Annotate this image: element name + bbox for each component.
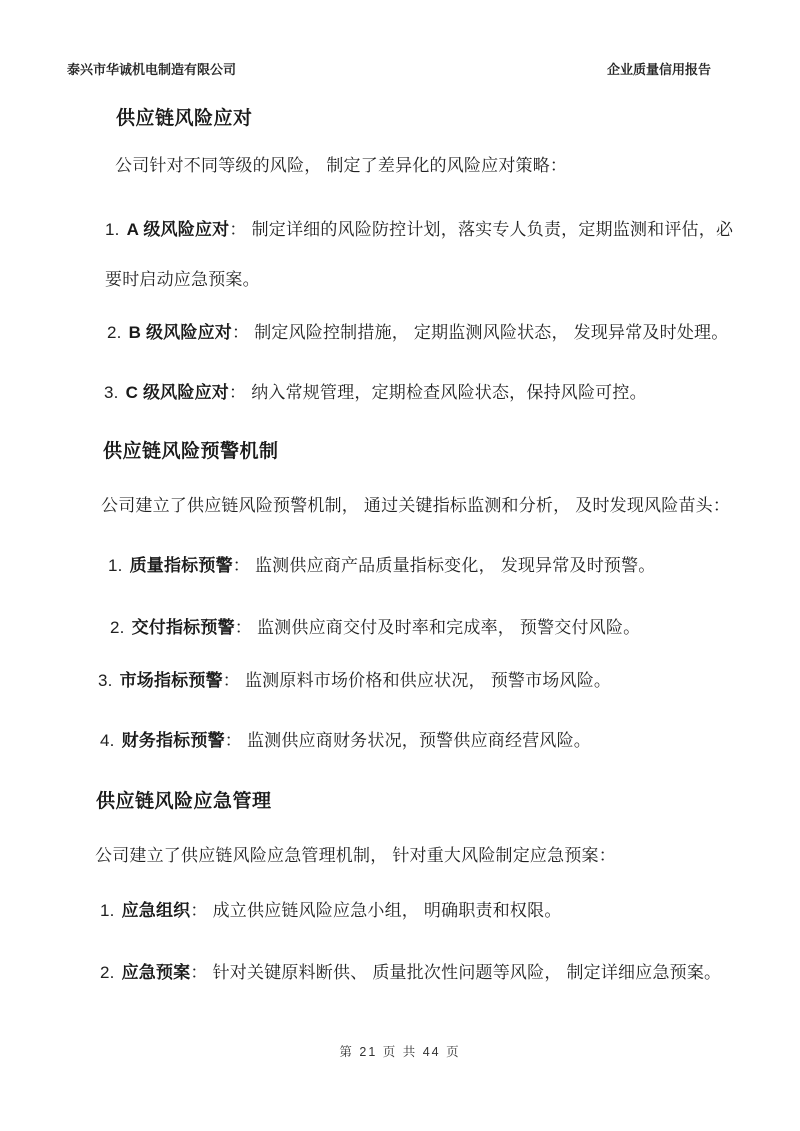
list-item-text: 制定风险控制措施， 定期监测风险状态， 发现异常及时处理。 [254,323,729,342]
section-intro-emergency-management: 公司建立了供应链风险应急管理机制， 针对重大风险制定应急预案： [95,846,616,865]
list-item-text: 针对关键原料断供、 质量批次性问题等风险， 制定详细应急预案。 [212,963,722,982]
list-item-risk-a [105,205,748,305]
list-item-colon: ： [232,556,250,575]
list-item-term: 财务指标预警 [121,731,225,750]
list-item-number: 2. [110,618,125,637]
list-item-text: 制定详细的风险防控计划，落实专人负责，定期监测和评估，必要时启动应急预案。 [105,220,734,289]
list-item-emergency-plan [100,948,748,998]
list-item-number: 3. [98,671,113,690]
list-item-number: 2. [100,963,115,982]
list-item-term: 市场指标预警 [119,671,223,690]
list-item-number: 1. [100,901,115,920]
list-item-term: 应急组织 [121,901,191,920]
section-intro-risk-response: 公司针对不同等级的风险， 制定了差异化的风险应对策略： [115,156,568,175]
list-item-number: 4. [100,731,115,750]
list-item-market-indicator [98,656,748,706]
page-number: 第 21 页 共 44 页 [339,1045,461,1059]
list-item-finance-indicator [100,716,748,766]
list-item-risk-b [107,308,748,358]
list-item-text: 监测供应商财务状况，预警供应商经营风险。 [246,731,591,750]
header-company-name: 泰兴市华诚机电制造有限公司 [67,62,237,77]
list-item-number: 1. [105,220,120,239]
list-item-colon: ： [190,901,208,920]
page-header [67,61,711,78]
list-item-number: 3. [104,383,119,402]
list-item-term: A 级风险应对 [126,220,230,239]
list-item-term: B 级风险应对 [128,323,232,342]
list-item-term: 质量指标预警 [129,556,233,575]
list-item-colon: ： [228,383,247,402]
list-item-text: 纳入常规管理，定期检查风险状态，保持风险可控。 [251,383,647,402]
section-heading-risk-response: 供应链风险应对 [116,108,253,129]
list-item-text: 监测供应商交付及时率和完成率， 预警交付风险。 [256,618,641,637]
list-item-number: 1. [108,556,123,575]
list-item-colon: ： [224,731,242,750]
list-item-risk-c [104,368,748,418]
list-item-delivery-indicator [110,603,748,653]
section-heading-early-warning: 供应链风险预警机制 [103,441,279,462]
list-item-emergency-org [100,886,748,936]
list-item-colon: ： [222,671,240,690]
list-item-text: 监测供应商产品质量指标变化， 发现异常及时预警。 [254,556,656,575]
list-item-colon: ： [231,323,250,342]
list-item-colon: ： [229,220,247,239]
list-item-colon: ： [234,618,252,637]
list-item-text: 成立供应链风险应急小组， 明确职责和权限。 [212,901,562,920]
list-item-term: 应急预案 [121,963,191,982]
section-intro-early-warning: 公司建立了供应链风险预警机制， 通过关键指标监测和分析， 及时发现风险苗头： [101,496,731,515]
list-item-colon: ： [190,963,208,982]
list-item-quality-indicator [108,541,748,591]
list-item-term: C 级风险应对 [125,383,229,402]
section-heading-emergency-management: 供应链风险应急管理 [96,791,272,812]
list-item-text: 监测原料市场价格和供应状况， 预警市场风险。 [244,671,612,690]
list-item-number: 2. [107,323,122,342]
list-item-term: 交付指标预警 [131,618,235,637]
header-report-title: 企业质量信用报告 [606,62,711,77]
